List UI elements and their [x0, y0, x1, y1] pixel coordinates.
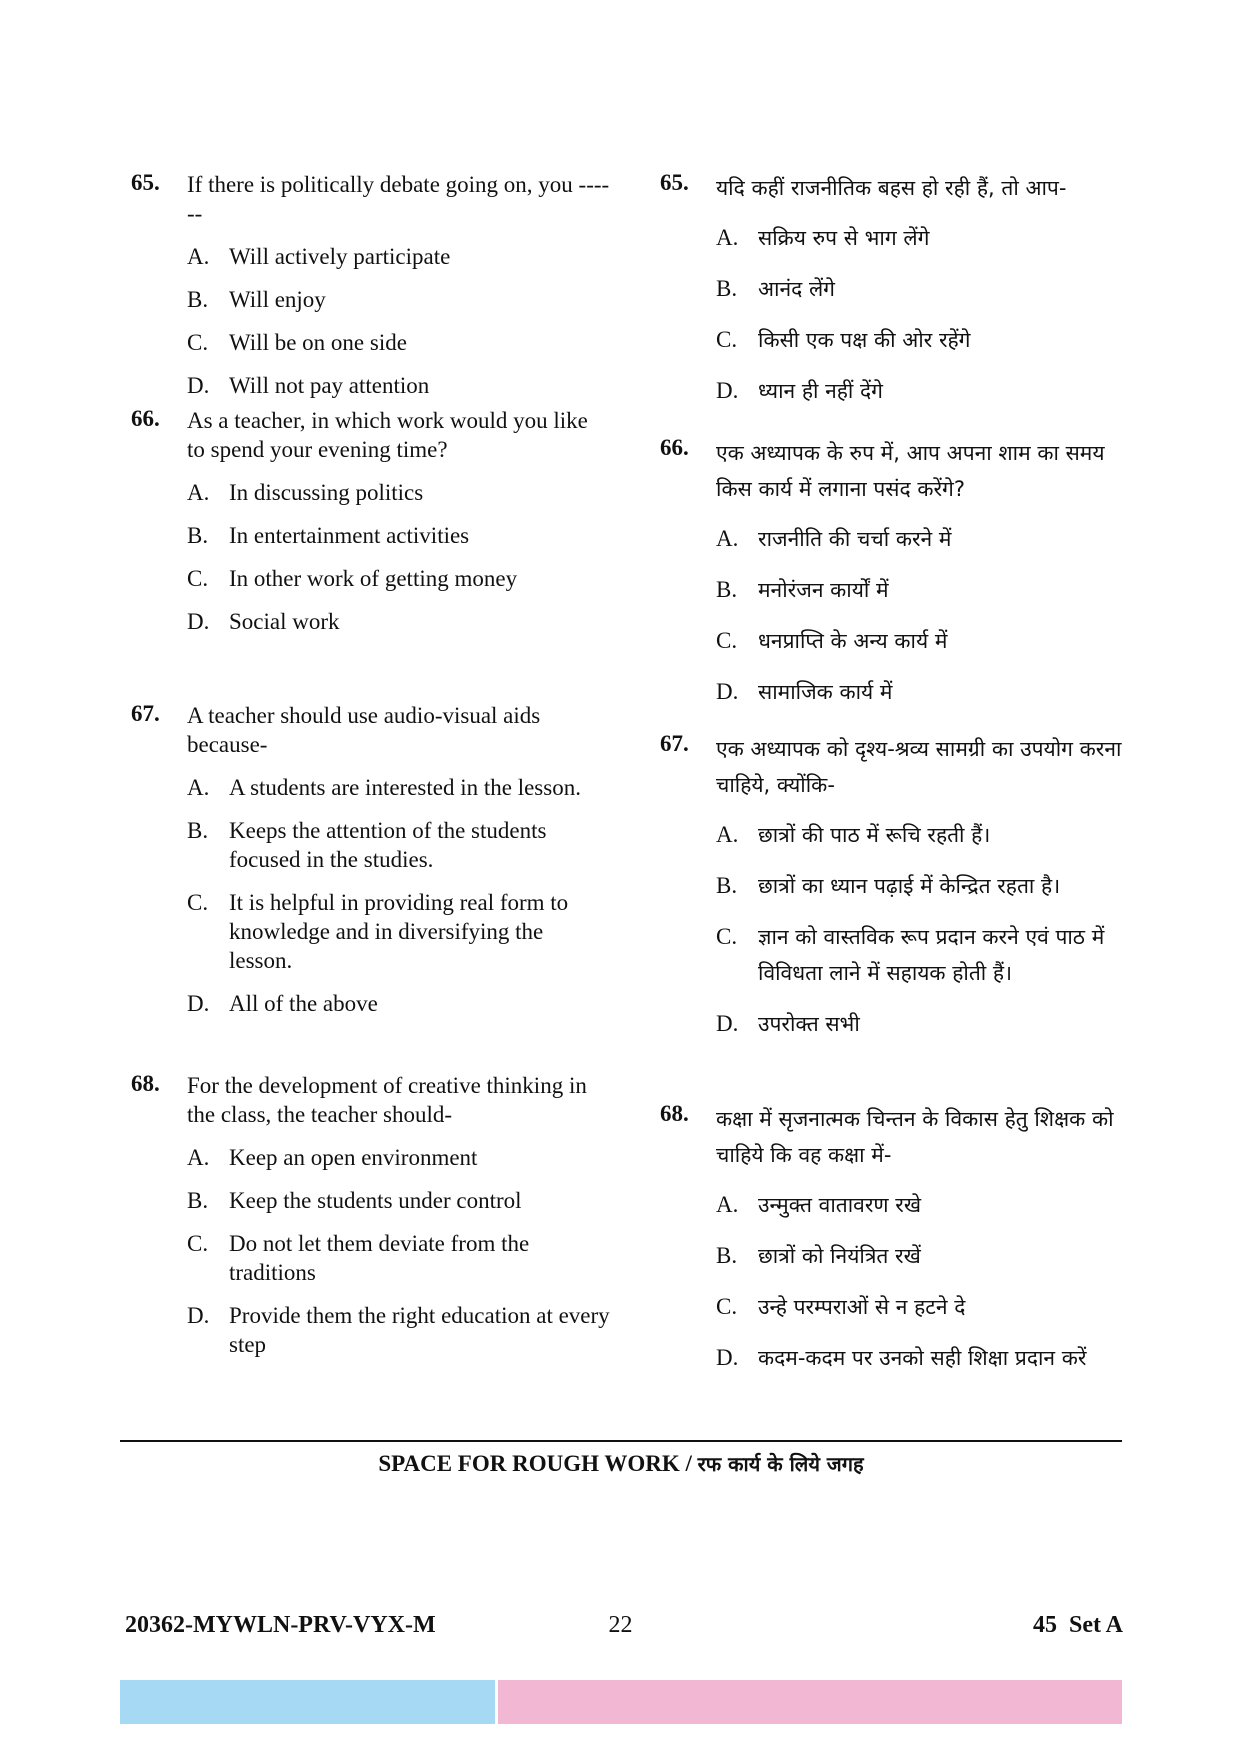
option-text: Will actively participate [229, 244, 451, 269]
set-label: 45 Set A [1033, 1612, 1123, 1638]
question-number: 67. [131, 701, 160, 726]
options-list [716, 521, 1130, 710]
option-text: A students are interested in the lesson. [229, 775, 581, 800]
options-list [187, 773, 611, 1018]
option-b [187, 521, 611, 550]
option-letter: C. [716, 628, 738, 653]
question-text: एक अध्यापक को दृश्य-श्रव्य सामग्री का उपयोग करना चाहिये, क्योंकि- [716, 737, 1122, 797]
question-text: एक अध्यापक के रुप में, आप अपना शाम का समय किस कार्य में लगाना पसंद करेंगे? [716, 441, 1105, 501]
option-text: Social work [229, 609, 340, 634]
option-text: मनोरंजन कार्यों में [758, 578, 889, 602]
options-list [716, 1187, 1130, 1376]
option-letter: D. [187, 609, 210, 634]
question-number: 67. [660, 731, 689, 756]
option-text: छात्रों का ध्यान पढ़ाई में केन्द्रित रहता है। [758, 874, 1061, 898]
option-letter: D. [716, 1011, 739, 1036]
option-a [187, 242, 611, 271]
option-letter: D. [187, 1303, 210, 1328]
option-c [716, 322, 1130, 358]
option-b [716, 1238, 1130, 1274]
page-number: 22 [608, 1612, 633, 1638]
option-b [187, 816, 611, 874]
option-letter: C. [716, 327, 738, 352]
options-list [716, 817, 1130, 1042]
option-text: किसी एक पक्ष की ओर रहेंगे [758, 328, 971, 352]
option-letter: B. [716, 873, 738, 898]
option-d [716, 373, 1130, 409]
option-b [187, 1186, 611, 1215]
option-c [187, 888, 611, 975]
option-b [187, 285, 611, 314]
option-text: राजनीति की चर्चा करने में [758, 527, 952, 551]
option-text: कदम-कदम पर उनको सही शिक्षा प्रदान करें [758, 1346, 1087, 1370]
option-letter: A. [716, 225, 739, 250]
option-b [716, 572, 1130, 608]
option-a [716, 1187, 1130, 1223]
footer-band-blue [120, 1680, 495, 1724]
hindi-column [660, 170, 1130, 1391]
option-letter: A. [716, 1192, 739, 1217]
option-letter: B. [716, 1243, 738, 1268]
option-letter: D. [187, 373, 210, 398]
option-letter: A. [187, 480, 210, 505]
question-text: For the development of creative thinking in the class, the teacher should- [187, 1073, 587, 1127]
option-text: सक्रिय रुप से भाग लेंगे [758, 226, 930, 250]
option-letter: A. [187, 775, 210, 800]
question-text: If there is politically debate going on, you ------ [187, 172, 610, 226]
question-number: 68. [660, 1101, 689, 1126]
question-text: A teacher should use audio-visual aids because- [187, 703, 541, 757]
paper-code: 20362-MYWLN-PRV-VYX-M [125, 1612, 436, 1638]
option-text: In entertainment activities [229, 523, 470, 548]
question-68-en [131, 1071, 611, 1359]
option-letter: B. [187, 287, 209, 312]
option-letter: A. [187, 1145, 210, 1170]
option-text: उन्हे परम्पराओं से न हटने दे [758, 1295, 966, 1319]
rough-work-english: SPACE FOR ROUGH WORK / [378, 1451, 698, 1476]
option-text: Will not pay attention [229, 373, 430, 398]
option-text: Keep an open environment [229, 1145, 478, 1170]
option-d [187, 607, 611, 636]
option-text: All of the above [229, 991, 378, 1016]
option-letter: D. [716, 378, 739, 403]
option-text: Do not let them deviate from the traditions [229, 1231, 530, 1285]
divider-line [120, 1440, 1122, 1442]
question-text: कक्षा में सृजनात्मक चिन्तन के विकास हेतु शिक्षक को चाहिये कि वह कक्षा में- [716, 1107, 1114, 1167]
options-list [187, 478, 611, 636]
option-c [187, 1229, 611, 1287]
option-a [187, 1143, 611, 1172]
option-a [716, 220, 1130, 256]
option-text: सामाजिक कार्य में [758, 680, 893, 704]
option-d [716, 1340, 1130, 1376]
option-letter: B. [187, 523, 209, 548]
option-text: उपरोक्त सभी [758, 1012, 860, 1036]
option-letter: A. [187, 244, 210, 269]
option-d [187, 989, 611, 1018]
option-d [716, 674, 1130, 710]
question-65-hi [660, 170, 1130, 435]
options-list [187, 242, 611, 400]
option-letter: B. [716, 276, 738, 301]
option-text: ज्ञान को वास्तविक रूप प्रदान करने एवं पाठ में विविधता लाने में सहायक होती हैं। [758, 925, 1105, 985]
question-number: 66. [131, 406, 160, 431]
option-text: आनंद लेंगे [758, 277, 836, 301]
option-b [716, 271, 1130, 307]
option-d [716, 1006, 1130, 1042]
option-letter: C. [187, 1231, 209, 1256]
option-b [716, 868, 1130, 904]
option-text: Will be on one side [229, 330, 407, 355]
option-text: छात्रों की पाठ में रूचि रहती हैं। [758, 823, 991, 847]
option-text: In other work of getting money [229, 566, 518, 591]
option-a [716, 521, 1130, 557]
rough-work-heading [120, 1450, 1122, 1477]
question-66-en [131, 406, 611, 701]
option-c [187, 564, 611, 593]
option-letter: D. [716, 1345, 739, 1370]
option-letter: B. [716, 577, 738, 602]
question-text: यदि कहीं राजनीतिक बहस हो रही हैं, तो आप- [716, 176, 1067, 200]
option-text: Provide them the right education at every step [229, 1303, 610, 1357]
option-letter: C. [187, 890, 209, 915]
rough-work-hindi: रफ कार्य के लिये जगह [697, 1452, 864, 1476]
option-text: Keep the students under control [229, 1188, 522, 1213]
option-text: धनप्राप्ति के अन्य कार्य में [758, 629, 948, 653]
option-letter: C. [187, 566, 209, 591]
option-c [716, 1289, 1130, 1325]
question-number: 65. [131, 170, 160, 195]
options-list [716, 220, 1130, 409]
option-a [187, 773, 611, 802]
question-text: As a teacher, in which work would you like to spend your evening time? [187, 408, 588, 462]
option-letter: D. [716, 679, 739, 704]
option-d [187, 1301, 611, 1359]
option-text: ध्यान ही नहीं देंगे [758, 379, 884, 403]
option-letter: C. [716, 1294, 738, 1319]
question-68-hi [660, 1101, 1130, 1376]
option-c [716, 623, 1130, 659]
option-letter: B. [187, 818, 209, 843]
option-c [716, 919, 1130, 991]
question-67-en [131, 701, 611, 1071]
option-letter: C. [716, 924, 738, 949]
option-text: Will enjoy [229, 287, 326, 312]
option-letter: A. [716, 822, 739, 847]
question-65-en [131, 170, 611, 406]
english-column [131, 170, 611, 1373]
option-text: In discussing politics [229, 480, 424, 505]
footer-band-pink [498, 1680, 1122, 1724]
question-66-hi [660, 435, 1130, 731]
option-d [187, 371, 611, 400]
question-number: 66. [660, 435, 689, 460]
option-text: Keeps the attention of the students focused in the studies. [229, 818, 547, 872]
option-a [187, 478, 611, 507]
option-letter: D. [187, 991, 210, 1016]
option-letter: C. [187, 330, 209, 355]
option-a [716, 817, 1130, 853]
option-c [187, 328, 611, 357]
option-letter: B. [187, 1188, 209, 1213]
options-list [187, 1143, 611, 1359]
option-text: उन्मुक्त वातावरण रखे [758, 1193, 922, 1217]
question-number: 65. [660, 170, 689, 195]
option-letter: A. [716, 526, 739, 551]
question-number: 68. [131, 1071, 160, 1096]
question-67-hi [660, 731, 1130, 1101]
option-text: It is helpful in providing real form to knowledge and in diversifying the lesson. [229, 890, 569, 973]
option-text: छात्रों को नियंत्रित रखें [758, 1244, 921, 1268]
